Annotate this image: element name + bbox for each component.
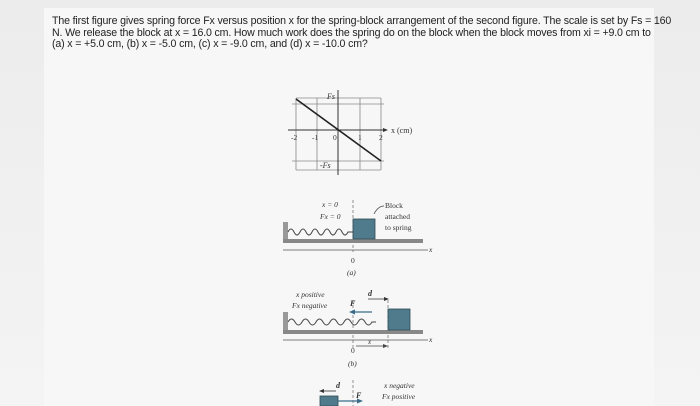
x-tick-label: 2 <box>379 133 383 142</box>
spring <box>288 229 355 235</box>
diagram-a <box>283 200 433 277</box>
diagram-b-axis-label: x <box>429 335 433 344</box>
x-tick-label: -1 <box>312 133 319 142</box>
diagram-b-force-label: F <box>350 299 356 308</box>
force-position-graph <box>288 90 412 175</box>
spring <box>288 319 376 325</box>
block <box>388 309 410 330</box>
x-axis-label: x (cm) <box>391 126 413 135</box>
x-tick-label: -2 <box>291 133 298 142</box>
diagram-c-force-label: F <box>356 391 362 400</box>
neg-fs-label: -Fs <box>320 161 331 170</box>
question-line-2: N. We release the block at x = 16.0 cm. How much work does the spring do on the block when the block moves from xi = +9.0 cm to <box>52 26 651 39</box>
diagram-c-f-label: Fx positive <box>382 392 416 401</box>
diagram-c <box>319 380 416 406</box>
label-pointer <box>374 206 384 214</box>
fs-label: Fs <box>327 92 335 101</box>
x-distance-label: x <box>368 338 372 346</box>
block <box>353 219 375 239</box>
x-tick-label: 0 <box>333 133 337 142</box>
diagram-b-d-label: d <box>368 289 372 298</box>
question-line-1: The first figure gives spring force Fx versus position x for the spring-block arrangement of the second figure. The scale is set by Fs = 160 <box>52 15 672 27</box>
diagram-a-x-label: x = 0 <box>322 200 338 209</box>
question-line-3: (a) x = +5.0 cm, (b) x = -5.0 cm, (c) x = -9.0 cm, and (d) x = -10.0 cm? <box>52 38 368 50</box>
x-tick-label: 1 <box>358 133 362 142</box>
x-distance-arrow-head-icon <box>383 344 388 348</box>
diagram-b-caption: (b) <box>348 359 357 368</box>
block-label-2: attached <box>385 212 410 221</box>
block-label-3: to spring <box>385 223 412 232</box>
force-arrow-head-icon <box>349 310 355 315</box>
floor <box>283 239 423 243</box>
floor <box>283 330 423 334</box>
diagram-a-zero: 0 <box>351 256 355 265</box>
diagram-a-f-label: Fx = 0 <box>320 212 341 221</box>
diagram-b-x-label: x positive <box>296 290 325 299</box>
block-label-1: Block <box>385 201 403 210</box>
diagram-a-axis-label: x <box>429 245 433 254</box>
displacement-arrow-head-icon <box>319 389 324 393</box>
diagram-b <box>283 289 433 368</box>
diagram-b-zero: 0 <box>351 346 355 355</box>
diagram-c-x-label: x negative <box>384 381 415 390</box>
diagram-b-f-label: Fx negative <box>292 301 328 310</box>
x-axis-arrow-icon <box>383 128 388 132</box>
diagram-c-d-label: d <box>336 381 340 390</box>
diagram-a-caption: (a) <box>347 268 356 277</box>
block <box>320 396 338 406</box>
